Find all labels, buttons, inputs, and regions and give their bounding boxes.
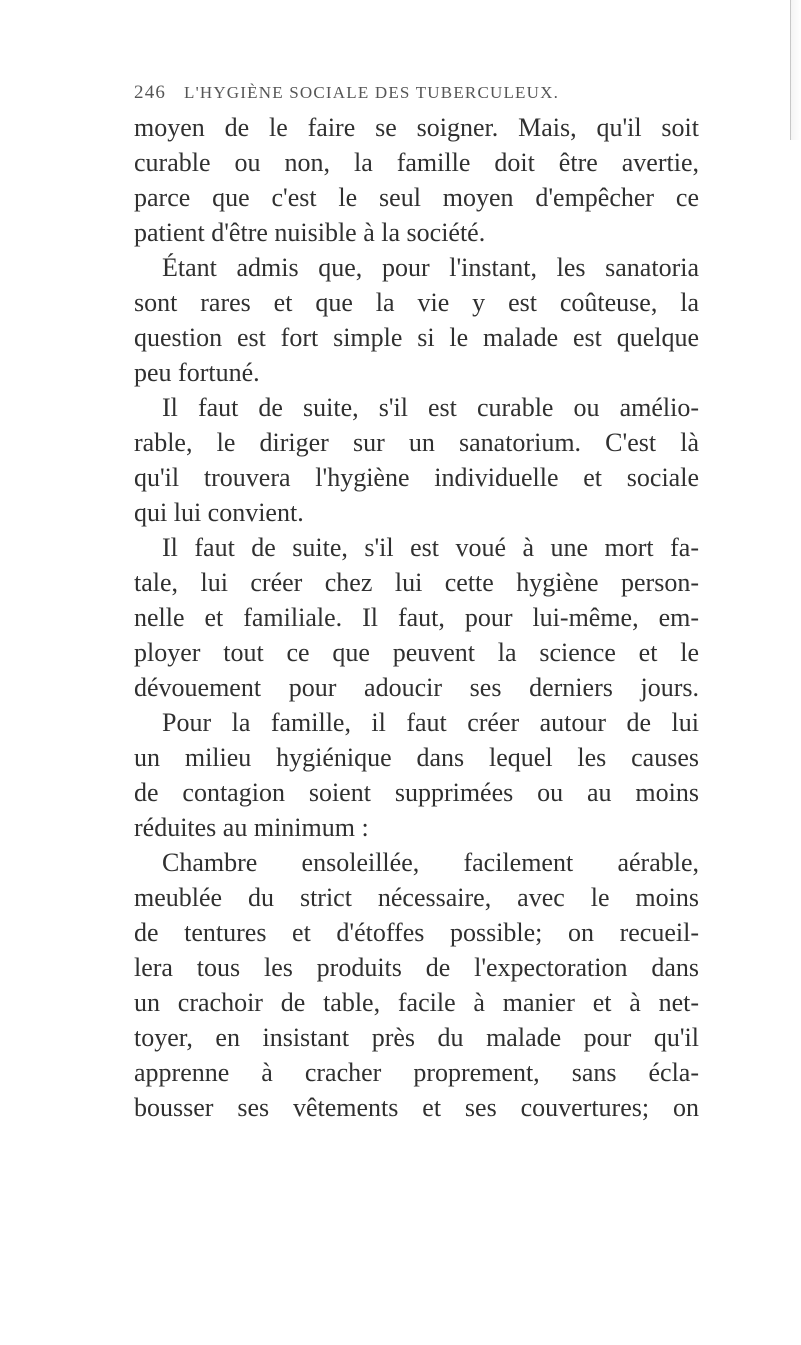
text-line: qui lui convient. xyxy=(134,498,304,527)
text-line: curable ou non, la famille doit être avertie, xyxy=(134,148,699,177)
text-line: parce que c'est le seul moyen d'empêcher ce xyxy=(134,183,699,212)
running-head-title: L'HYGIÈNE SOCIALE DES TUBERCULEUX. xyxy=(184,83,560,102)
page-number: 246 xyxy=(134,82,167,103)
text-line: dévouement pour adoucir ses derniers jours. xyxy=(134,673,699,702)
text-line: lera tous les produits de l'expectoration dans xyxy=(134,953,699,982)
running-head xyxy=(134,82,734,104)
text-line: toyer, en insistant près du malade pour qu'il xyxy=(134,1023,699,1052)
text-line: nelle et familiale. Il faut, pour lui-même, em- xyxy=(134,603,699,632)
text-line: réduites au minimum : xyxy=(134,813,369,842)
text-line: Pour la famille, il faut créer autour de lui xyxy=(162,708,699,737)
text-line: sont rares et que la vie y est coûteuse, la xyxy=(134,288,699,317)
text-line: meublée du strict nécessaire, avec le moins xyxy=(134,883,699,912)
text-line: Il faut de suite, s'il est curable ou amélio- xyxy=(162,393,699,422)
text-line: de contagion soient supprimées ou au moins xyxy=(134,778,699,807)
text-line: Chambre ensoleillée, facilement aérable, xyxy=(162,848,699,877)
text-line: question est fort simple si le malade est quelque xyxy=(134,323,699,352)
text-line: ployer tout ce que peuvent la science et le xyxy=(134,638,699,667)
text-line: Étant admis que, pour l'instant, les sanatoria xyxy=(162,253,699,282)
text-line: apprenne à cracher proprement, sans écla- xyxy=(134,1058,699,1087)
text-line: tale, lui créer chez lui cette hygiène person- xyxy=(134,568,699,597)
text-line: patient d'être nuisible à la société. xyxy=(134,218,486,247)
text-line: de tentures et d'étoffes possible; on recueil- xyxy=(134,918,699,947)
body-text xyxy=(134,110,699,1125)
page-edge-shadow xyxy=(790,0,801,140)
text-line: Il faut de suite, s'il est voué à une mort fa- xyxy=(162,533,699,562)
text-line: un milieu hygiénique dans lequel les causes xyxy=(134,743,699,772)
text-line: qu'il trouvera l'hygiène individuelle et sociale xyxy=(134,463,699,492)
text-line: bousser ses vêtements et ses couvertures; on xyxy=(134,1093,699,1122)
text-line: moyen de le faire se soigner. Mais, qu'il soit xyxy=(134,113,699,142)
text-line: peu fortuné. xyxy=(134,358,260,387)
text-line: rable, le diriger sur un sanatorium. C'est là xyxy=(134,428,699,457)
text-line: un crachoir de table, facile à manier et à net- xyxy=(134,988,699,1017)
